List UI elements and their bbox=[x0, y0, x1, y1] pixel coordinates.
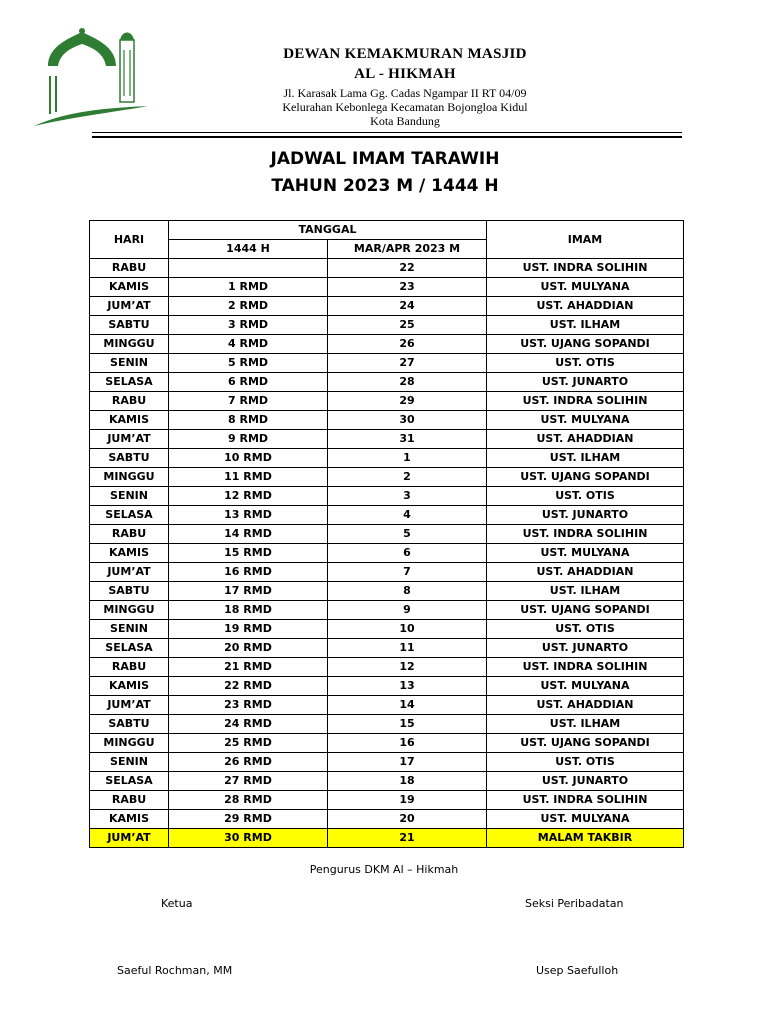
cell-hijri: 6 RMD bbox=[169, 373, 328, 392]
cell-hari: JUM’AT bbox=[90, 829, 169, 848]
cell-hari: MINGGU bbox=[90, 335, 169, 354]
cell-hijri: 16 RMD bbox=[169, 563, 328, 582]
cell-hari: SELASA bbox=[90, 772, 169, 791]
cell-hijri: 18 RMD bbox=[169, 601, 328, 620]
cell-masehi: 20 bbox=[328, 810, 487, 829]
table-row bbox=[90, 563, 684, 582]
cell-hari: JUM’AT bbox=[90, 696, 169, 715]
cell-masehi: 2 bbox=[328, 468, 487, 487]
cell-hijri: 12 RMD bbox=[169, 487, 328, 506]
header-masehi: MAR/APR 2023 M bbox=[328, 240, 487, 259]
cell-hijri: 13 RMD bbox=[169, 506, 328, 525]
address-line-1: Jl. Karasak Lama Gg. Cadas Ngampar II RT 04/09 bbox=[283, 86, 527, 100]
cell-masehi: 25 bbox=[328, 316, 487, 335]
cell-masehi: 1 bbox=[328, 449, 487, 468]
cell-hari: RABU bbox=[90, 525, 169, 544]
cell-hari: SENIN bbox=[90, 753, 169, 772]
cell-imam: UST. UJANG SOPANDI bbox=[487, 468, 684, 487]
cell-imam: UST. MULYANA bbox=[487, 810, 684, 829]
table-row bbox=[90, 411, 684, 430]
table-row bbox=[90, 601, 684, 620]
cell-imam: UST. ILHAM bbox=[487, 582, 684, 601]
cell-imam: UST. JUNARTO bbox=[487, 772, 684, 791]
table-row bbox=[90, 639, 684, 658]
cell-hari: SABTU bbox=[90, 316, 169, 335]
cell-imam: UST. MULYANA bbox=[487, 411, 684, 430]
cell-imam: UST. AHADDIAN bbox=[487, 696, 684, 715]
cell-hari: KAMIS bbox=[90, 677, 169, 696]
table-row bbox=[90, 753, 684, 772]
cell-masehi: 9 bbox=[328, 601, 487, 620]
org-subname: AL - HIKMAH bbox=[354, 66, 456, 82]
name-seksi: Usep Saefulloh bbox=[536, 964, 619, 977]
cell-hari: SENIN bbox=[90, 354, 169, 373]
table-row bbox=[90, 715, 684, 734]
table-row bbox=[90, 392, 684, 411]
header-tanggal: TANGGAL bbox=[169, 221, 487, 240]
table-row bbox=[90, 544, 684, 563]
cell-masehi: 11 bbox=[328, 639, 487, 658]
cell-hijri bbox=[169, 259, 328, 278]
cell-imam: UST. OTIS bbox=[487, 354, 684, 373]
cell-masehi: 19 bbox=[328, 791, 487, 810]
table-row bbox=[90, 335, 684, 354]
cell-imam: UST. INDRA SOLIHIN bbox=[487, 392, 684, 411]
cell-imam: UST. MULYANA bbox=[487, 544, 684, 563]
cell-masehi: 12 bbox=[328, 658, 487, 677]
cell-masehi: 31 bbox=[328, 430, 487, 449]
cell-hijri: 22 RMD bbox=[169, 677, 328, 696]
cell-masehi: 3 bbox=[328, 487, 487, 506]
cell-imam: UST. INDRA SOLIHIN bbox=[487, 525, 684, 544]
page-subtitle: TAHUN 2023 M / 1444 H bbox=[271, 176, 499, 196]
table-row bbox=[90, 658, 684, 677]
table-row bbox=[90, 297, 684, 316]
cell-hijri: 3 RMD bbox=[169, 316, 328, 335]
cell-hari: JUM’AT bbox=[90, 297, 169, 316]
address-line-2: Kelurahan Kebonlega Kecamatan Bojongloa Kidul bbox=[282, 100, 528, 114]
cell-masehi: 16 bbox=[328, 734, 487, 753]
cell-masehi: 8 bbox=[328, 582, 487, 601]
cell-hijri: 11 RMD bbox=[169, 468, 328, 487]
cell-masehi: 14 bbox=[328, 696, 487, 715]
cell-imam: UST. MULYANA bbox=[487, 677, 684, 696]
cell-hari: KAMIS bbox=[90, 544, 169, 563]
cell-hari: SABTU bbox=[90, 449, 169, 468]
cell-hari: SELASA bbox=[90, 373, 169, 392]
cell-masehi: 26 bbox=[328, 335, 487, 354]
cell-hijri: 27 RMD bbox=[169, 772, 328, 791]
table-row bbox=[90, 582, 684, 601]
cell-imam: UST. INDRA SOLIHIN bbox=[487, 791, 684, 810]
table-row bbox=[90, 354, 684, 373]
table-row bbox=[90, 316, 684, 335]
table-row bbox=[90, 373, 684, 392]
cell-hijri: 5 RMD bbox=[169, 354, 328, 373]
cell-hari: MINGGU bbox=[90, 734, 169, 753]
cell-masehi: 4 bbox=[328, 506, 487, 525]
cell-imam: UST. JUNARTO bbox=[487, 639, 684, 658]
cell-masehi: 27 bbox=[328, 354, 487, 373]
cell-imam: UST. ILHAM bbox=[487, 715, 684, 734]
cell-hari: SELASA bbox=[90, 506, 169, 525]
cell-hari: RABU bbox=[90, 259, 169, 278]
cell-imam: UST. UJANG SOPANDI bbox=[487, 601, 684, 620]
cell-masehi: 10 bbox=[328, 620, 487, 639]
cell-masehi: 17 bbox=[328, 753, 487, 772]
table-row bbox=[90, 525, 684, 544]
cell-hari: KAMIS bbox=[90, 411, 169, 430]
cell-imam: UST. INDRA SOLIHIN bbox=[487, 658, 684, 677]
cell-masehi: 6 bbox=[328, 544, 487, 563]
cell-hari: RABU bbox=[90, 392, 169, 411]
header-imam: IMAM bbox=[487, 221, 684, 259]
cell-hijri: 14 RMD bbox=[169, 525, 328, 544]
cell-imam: UST. UJANG SOPANDI bbox=[487, 335, 684, 354]
cell-hijri: 23 RMD bbox=[169, 696, 328, 715]
cell-imam: UST. JUNARTO bbox=[487, 373, 684, 392]
table-row bbox=[90, 506, 684, 525]
cell-hijri: 26 RMD bbox=[169, 753, 328, 772]
cell-masehi: 23 bbox=[328, 278, 487, 297]
table-row bbox=[90, 620, 684, 639]
cell-hijri: 10 RMD bbox=[169, 449, 328, 468]
role-seksi: Seksi Peribadatan bbox=[525, 897, 624, 910]
cell-masehi: 29 bbox=[328, 392, 487, 411]
table-row bbox=[90, 734, 684, 753]
cell-imam: UST. JUNARTO bbox=[487, 506, 684, 525]
cell-hari: SELASA bbox=[90, 639, 169, 658]
cell-masehi: 21 bbox=[328, 829, 487, 848]
table-row bbox=[90, 791, 684, 810]
table-row bbox=[90, 468, 684, 487]
cell-imam: UST. INDRA SOLIHIN bbox=[487, 259, 684, 278]
cell-hari: JUM’AT bbox=[90, 563, 169, 582]
cell-imam: UST. OTIS bbox=[487, 487, 684, 506]
cell-imam: MALAM TAKBIR bbox=[487, 829, 684, 848]
header-hijri: 1444 H bbox=[169, 240, 328, 259]
cell-masehi: 24 bbox=[328, 297, 487, 316]
table-row bbox=[90, 829, 684, 848]
cell-masehi: 15 bbox=[328, 715, 487, 734]
cell-hijri: 21 RMD bbox=[169, 658, 328, 677]
cell-hari: SENIN bbox=[90, 487, 169, 506]
table-row bbox=[90, 449, 684, 468]
header-divider-thick bbox=[92, 136, 682, 138]
cell-hijri: 7 RMD bbox=[169, 392, 328, 411]
cell-masehi: 7 bbox=[328, 563, 487, 582]
pengurus-label: Pengurus DKM Al – Hikmah bbox=[309, 863, 459, 876]
cell-hari: SENIN bbox=[90, 620, 169, 639]
cell-hijri: 2 RMD bbox=[169, 297, 328, 316]
cell-masehi: 28 bbox=[328, 373, 487, 392]
cell-imam: UST. UJANG SOPANDI bbox=[487, 734, 684, 753]
table-row bbox=[90, 430, 684, 449]
cell-imam: UST. ILHAM bbox=[487, 316, 684, 335]
cell-hijri: 25 RMD bbox=[169, 734, 328, 753]
cell-hijri: 1 RMD bbox=[169, 278, 328, 297]
address-line-3: Kota Bandung bbox=[370, 114, 440, 128]
header-divider bbox=[92, 132, 682, 133]
role-ketua: Ketua bbox=[161, 897, 193, 910]
table-row bbox=[90, 677, 684, 696]
cell-hijri: 24 RMD bbox=[169, 715, 328, 734]
cell-hijri: 20 RMD bbox=[169, 639, 328, 658]
table-row bbox=[90, 810, 684, 829]
cell-imam: UST. OTIS bbox=[487, 620, 684, 639]
cell-masehi: 18 bbox=[328, 772, 487, 791]
schedule-table bbox=[89, 220, 684, 848]
cell-hari: SABTU bbox=[90, 715, 169, 734]
cell-hijri: 17 RMD bbox=[169, 582, 328, 601]
cell-hari: JUM’AT bbox=[90, 430, 169, 449]
cell-hijri: 19 RMD bbox=[169, 620, 328, 639]
cell-hari: KAMIS bbox=[90, 278, 169, 297]
org-name: DEWAN KEMAKMURAN MASJID bbox=[283, 46, 527, 62]
cell-imam: UST. OTIS bbox=[487, 753, 684, 772]
cell-hijri: 4 RMD bbox=[169, 335, 328, 354]
table-row bbox=[90, 696, 684, 715]
cell-masehi: 5 bbox=[328, 525, 487, 544]
table-row bbox=[90, 772, 684, 791]
table-row bbox=[90, 278, 684, 297]
cell-imam: UST. AHADDIAN bbox=[487, 430, 684, 449]
cell-imam: UST. MULYANA bbox=[487, 278, 684, 297]
cell-imam: UST. AHADDIAN bbox=[487, 297, 684, 316]
cell-hari: RABU bbox=[90, 658, 169, 677]
cell-hari: MINGGU bbox=[90, 468, 169, 487]
cell-hari: KAMIS bbox=[90, 810, 169, 829]
cell-imam: UST. ILHAM bbox=[487, 449, 684, 468]
cell-hijri: 8 RMD bbox=[169, 411, 328, 430]
cell-hari: MINGGU bbox=[90, 601, 169, 620]
cell-hijri: 29 RMD bbox=[169, 810, 328, 829]
cell-hijri: 30 RMD bbox=[169, 829, 328, 848]
cell-hari: SABTU bbox=[90, 582, 169, 601]
page-title: JADWAL IMAM TARAWIH bbox=[270, 149, 500, 169]
name-ketua: Saeful Rochman, MM bbox=[117, 964, 233, 977]
header-hari: HARI bbox=[90, 221, 169, 259]
table-row bbox=[90, 259, 684, 278]
cell-masehi: 22 bbox=[328, 259, 487, 278]
cell-hijri: 15 RMD bbox=[169, 544, 328, 563]
cell-hijri: 9 RMD bbox=[169, 430, 328, 449]
cell-hari: RABU bbox=[90, 791, 169, 810]
cell-masehi: 13 bbox=[328, 677, 487, 696]
cell-hijri: 28 RMD bbox=[169, 791, 328, 810]
cell-masehi: 30 bbox=[328, 411, 487, 430]
cell-imam: UST. AHADDIAN bbox=[487, 563, 684, 582]
table-row bbox=[90, 487, 684, 506]
